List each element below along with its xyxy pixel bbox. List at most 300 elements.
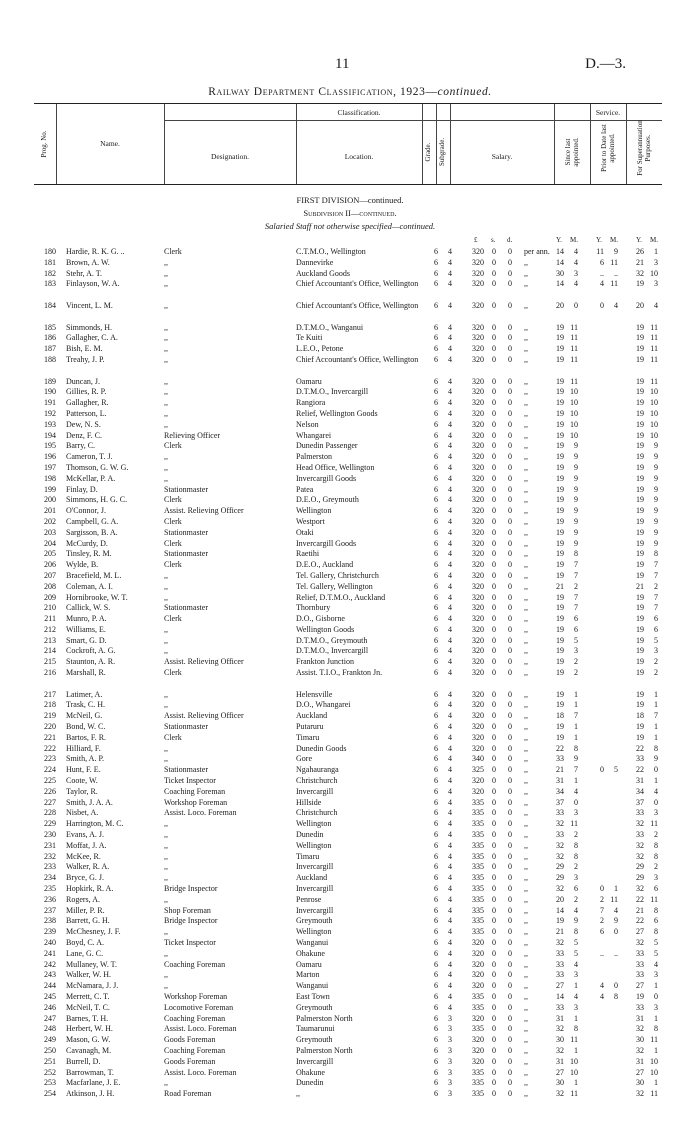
cell-super-years: 19: [636, 624, 644, 634]
cell-grade: 6: [434, 387, 438, 397]
cell-salary-pence: 0: [508, 711, 512, 721]
cell-name: Callick, W. S.: [66, 603, 111, 613]
cell-prog-no: 196: [44, 452, 56, 462]
cell-designation: ,,: [164, 862, 168, 872]
cell-prog-no: 211: [44, 614, 56, 624]
header-salary: Salary.: [491, 152, 513, 161]
cell-location: Invercargill: [296, 905, 334, 915]
cell-super-years: 32: [636, 268, 644, 278]
cell-name: Barnes, T. H.: [66, 1013, 109, 1023]
cell-prog-no: 198: [44, 473, 56, 483]
cell-super-months: 10: [650, 1056, 658, 1066]
cell-super-months: 9: [654, 516, 658, 526]
staff-heading: Salaried Staff not otherwise specified—continued.: [264, 221, 436, 231]
cell-since-last-years: 19: [556, 333, 564, 343]
cell-grade: 6: [434, 279, 438, 289]
cell-salary-shillings: 0: [492, 624, 496, 634]
cell-location: D.O., Whangarei: [296, 700, 351, 710]
cell-super-months: 1: [654, 981, 658, 991]
cell-name: Rogers, A.: [66, 894, 100, 904]
cell-designation: ,,: [164, 398, 168, 408]
cell-name: McCurdy, D.: [66, 538, 108, 548]
cell-prior-years: 4: [600, 279, 604, 289]
cell-salary-period: ,,: [524, 722, 528, 732]
cell-salary-period: ,,: [524, 862, 528, 872]
cell-salary-period: ,,: [524, 538, 528, 548]
cell-grade: 6: [434, 354, 438, 364]
cell-salary-pence: 0: [508, 333, 512, 343]
cell-designation: ,,: [164, 333, 168, 343]
page-title-continued: continued.: [437, 86, 492, 98]
cell-salary-pence: 0: [508, 776, 512, 786]
cell-super-months: 8: [654, 851, 658, 861]
cell-prog-no: 232: [44, 851, 56, 861]
subdivision-heading: Subdivision II—continued.: [303, 208, 397, 218]
cell-salary-pounds: 320: [472, 689, 484, 699]
cell-designation: Goods Foreman: [164, 1056, 216, 1066]
cell-since-last-months: 9: [574, 916, 578, 926]
cell-location: Palmerston North: [296, 1045, 353, 1055]
cell-since-last-years: 19: [556, 732, 564, 742]
cell-salary-pence: 0: [508, 462, 512, 472]
cell-grade: 6: [434, 441, 438, 451]
cell-super-years: 31: [636, 1056, 644, 1066]
cell-salary-shillings: 0: [492, 743, 496, 753]
cell-location: Wanganui: [296, 938, 329, 947]
cell-since-last-months: 3: [574, 873, 578, 883]
cell-name: Harrington, M. C.: [66, 819, 124, 829]
cell-location: Wellington: [296, 506, 332, 516]
cell-prog-no: 247: [44, 1013, 56, 1023]
cell-salary-pence: 0: [508, 495, 512, 505]
cell-salary-period: ,,: [524, 614, 528, 624]
cell-since-last-years: 19: [556, 354, 564, 364]
cell-salary-shillings: 0: [492, 495, 496, 505]
cell-salary-pence: 0: [508, 592, 512, 602]
table-header: [34, 103, 662, 185]
cell-super-months: 5: [654, 938, 658, 947]
cell-designation: Clerk: [164, 668, 182, 678]
unit-months-3: M.: [650, 236, 658, 244]
cell-since-last-months: 9: [574, 527, 578, 537]
cell-super-months: 11: [650, 333, 658, 343]
cell-location: ,,: [296, 1089, 300, 1099]
cell-salary-shillings: 0: [492, 635, 496, 645]
table-row: [34, 441, 674, 452]
cell-salary-period: ,,: [524, 830, 528, 840]
cell-super-years: 21: [636, 905, 644, 915]
table-row: [34, 625, 674, 636]
cell-grade: 6: [434, 905, 438, 915]
cell-subgrade: 4: [448, 268, 452, 278]
cell-salary-pence: 0: [508, 948, 512, 958]
cell-salary-pounds: 320: [472, 668, 484, 678]
cell-super-years: 33: [636, 970, 644, 980]
cell-subgrade: 4: [448, 743, 452, 753]
cell-name: Lane, G. C.: [66, 948, 104, 958]
cell-designation: ,,: [164, 873, 168, 883]
cell-super-years: 26: [636, 247, 644, 256]
cell-subgrade: 3: [448, 1045, 452, 1055]
cell-super-years: 33: [636, 948, 644, 958]
cell-super-years: 19: [636, 657, 644, 667]
table-row: [34, 355, 674, 377]
cell-prog-no: 220: [44, 722, 56, 732]
cell-subgrade: 4: [448, 430, 452, 440]
cell-subgrade: 4: [448, 927, 452, 937]
cell-super-months: 0: [654, 765, 658, 775]
cell-name: Finlay, D.: [66, 484, 98, 494]
cell-super-years: 32: [636, 884, 644, 894]
cell-salary-shillings: 0: [492, 689, 496, 699]
cell-salary-pence: 0: [508, 257, 512, 267]
cell-salary-period: ,,: [524, 549, 528, 559]
cell-grade: 6: [434, 959, 438, 969]
cell-super-months: 11: [650, 376, 658, 386]
cell-super-years: 32: [636, 840, 644, 850]
table-row: [34, 754, 674, 765]
cell-since-last-months: 2: [574, 894, 578, 904]
cell-since-last-months: 7: [574, 570, 578, 580]
cell-salary-period: ,,: [524, 1013, 528, 1023]
cell-grade: 6: [434, 1035, 438, 1045]
cell-salary-pence: 0: [508, 1045, 512, 1055]
cell-subgrade: 3: [448, 1013, 452, 1023]
cell-subgrade: 4: [448, 408, 452, 418]
cell-salary-period: ,,: [524, 851, 528, 861]
cell-location: Auckland Goods: [296, 268, 350, 278]
cell-salary-pence: 0: [508, 905, 512, 915]
cell-since-last-months: 8: [574, 840, 578, 850]
cell-subgrade: 4: [448, 516, 452, 526]
cell-super-years: 32: [636, 1045, 644, 1055]
cell-super-months: 1: [654, 776, 658, 786]
table-row: [34, 1003, 674, 1014]
cell-location: D.T.M.O., Invercargill: [296, 387, 369, 397]
cell-salary-pounds: 320: [472, 970, 484, 980]
table-row: [34, 1057, 674, 1068]
cell-salary-pence: 0: [508, 959, 512, 969]
cell-subgrade: 4: [448, 797, 452, 807]
cell-since-last-years: 21: [556, 927, 564, 937]
cell-prior-years: 4: [600, 981, 604, 991]
table-row: [34, 873, 674, 884]
cell-location: Chief Accountant's Office, Wellington: [296, 354, 419, 364]
cell-salary-shillings: 0: [492, 430, 496, 440]
cell-subgrade: 4: [448, 635, 452, 645]
cell-name: O'Connor, J.: [66, 506, 107, 516]
table-row: [34, 981, 674, 992]
cell-since-last-years: 14: [556, 279, 564, 289]
cell-grade: 6: [434, 786, 438, 796]
header-since-last: Since last appointed.: [564, 137, 580, 167]
cell-since-last-years: 32: [556, 1024, 564, 1034]
cell-location: Chief Accountant's Office, Wellington: [296, 300, 419, 310]
cell-designation: Clerk: [164, 538, 182, 548]
cell-salary-shillings: 0: [492, 527, 496, 537]
cell-name: Hornibrooke, W. T.: [66, 592, 128, 602]
unit-years-1: Y.: [556, 236, 562, 244]
table-row: [34, 1024, 674, 1035]
cell-since-last-months: 0: [574, 797, 578, 807]
cell-since-last-years: 19: [556, 462, 564, 472]
table-row: [34, 808, 674, 819]
cell-salary-shillings: 0: [492, 1035, 496, 1045]
cell-salary-period: ,,: [524, 473, 528, 483]
cell-salary-shillings: 0: [492, 991, 496, 1001]
cell-prog-no: 228: [44, 808, 56, 818]
cell-salary-pounds: 320: [472, 948, 484, 958]
cell-salary-shillings: 0: [492, 247, 496, 256]
cell-subgrade: 4: [448, 948, 452, 958]
cell-salary-pounds: 320: [472, 1056, 484, 1066]
cell-super-months: 11: [650, 819, 658, 829]
cell-salary-period: ,,: [524, 484, 528, 494]
cell-salary-pounds: 320: [472, 354, 484, 364]
cell-super-months: 8: [654, 905, 658, 915]
cell-super-months: 11: [650, 1035, 658, 1045]
table-row: [34, 549, 674, 560]
cell-super-months: 9: [654, 538, 658, 548]
cell-salary-shillings: 0: [492, 387, 496, 397]
cell-subgrade: 4: [448, 333, 452, 343]
cell-subgrade: 4: [448, 873, 452, 883]
cell-salary-period: ,,: [524, 441, 528, 451]
cell-salary-pence: 0: [508, 894, 512, 904]
cell-salary-pence: 0: [508, 614, 512, 624]
cell-salary-shillings: 0: [492, 614, 496, 624]
table-row: [34, 646, 674, 657]
cell-grade: 6: [434, 527, 438, 537]
header-subgrade: Subgrade.: [438, 137, 446, 167]
cell-name: Burrell, D.: [66, 1056, 101, 1066]
cell-salary-shillings: 0: [492, 786, 496, 796]
cell-super-years: 32: [636, 851, 644, 861]
cell-since-last-months: 2: [574, 862, 578, 872]
cell-grade: 6: [434, 1056, 438, 1066]
cell-grade: 6: [434, 668, 438, 678]
cell-designation: ,,: [164, 830, 168, 840]
cell-salary-pence: 0: [508, 376, 512, 386]
cell-salary-pounds: 320: [472, 657, 484, 667]
cell-prog-no: 195: [44, 441, 56, 451]
cell-location: Taumarunui: [296, 1024, 335, 1034]
header-name: Name.: [100, 139, 120, 148]
cell-salary-pence: 0: [508, 830, 512, 840]
cell-designation: ,,: [164, 592, 168, 602]
cell-since-last-years: 19: [556, 603, 564, 613]
cell-prog-no: 243: [44, 970, 56, 980]
cell-super-years: 20: [636, 300, 644, 310]
cell-location: Oamaru: [296, 376, 322, 386]
cell-subgrade: 4: [448, 991, 452, 1001]
cell-salary-period: ,,: [524, 948, 528, 958]
cell-since-last-months: 4: [574, 905, 578, 915]
cell-grade: 6: [434, 624, 438, 634]
cell-since-last-years: 19: [556, 635, 564, 645]
cell-since-last-years: 14: [556, 905, 564, 915]
cell-subgrade: 4: [448, 376, 452, 386]
cell-salary-pence: 0: [508, 603, 512, 613]
table-row: [34, 1014, 674, 1025]
cell-location: Dannevirke: [296, 257, 334, 267]
unit-months-1: M.: [570, 236, 578, 244]
table-row: [34, 1046, 674, 1057]
cell-prog-no: 231: [44, 840, 56, 850]
cell-super-months: 7: [654, 570, 658, 580]
cell-super-months: 8: [654, 549, 658, 559]
table-row: [34, 862, 674, 873]
cell-since-last-months: 9: [574, 516, 578, 526]
cell-salary-pounds: 320: [472, 452, 484, 462]
cell-salary-shillings: 0: [492, 1002, 496, 1012]
cell-name: Coleman, A. I.: [66, 581, 113, 591]
header-designation: Designation.: [210, 152, 250, 161]
cell-grade: 6: [434, 408, 438, 418]
cell-grade: 6: [434, 268, 438, 278]
cell-salary-shillings: 0: [492, 646, 496, 656]
cell-designation: Stationmaster: [164, 722, 208, 732]
cell-prior-months: ..: [614, 268, 618, 278]
cell-salary-shillings: 0: [492, 905, 496, 915]
cell-salary-shillings: 0: [492, 581, 496, 591]
cell-salary-pence: 0: [508, 981, 512, 991]
cell-salary-shillings: 0: [492, 722, 496, 732]
cell-super-years: 19: [636, 689, 644, 699]
cell-super-years: 19: [636, 462, 644, 472]
table-row: [34, 1078, 674, 1089]
cell-designation: Assist. Relieving Officer: [164, 506, 244, 516]
cell-salary-pounds: 335: [472, 873, 484, 883]
cell-since-last-months: 10: [570, 1056, 578, 1066]
cell-designation: Goods Foreman: [164, 1035, 216, 1045]
cell-grade: 6: [434, 765, 438, 775]
cell-salary-period: ,,: [524, 840, 528, 850]
cell-salary-pence: 0: [508, 819, 512, 829]
cell-salary-pence: 0: [508, 419, 512, 429]
cell-salary-pence: 0: [508, 560, 512, 570]
cell-subgrade: 4: [448, 441, 452, 451]
cell-grade: 6: [434, 851, 438, 861]
cell-designation: Stationmaster: [164, 484, 208, 494]
cell-location: Relief, D.T.M.O., Auckland: [296, 592, 386, 602]
cell-designation: Coaching Foreman: [164, 786, 226, 796]
cell-location: Patea: [296, 484, 314, 494]
cell-salary-pence: 0: [508, 916, 512, 926]
cell-location: D.E.O., Greymouth: [296, 495, 359, 505]
cell-since-last-months: 1: [574, 776, 578, 786]
cell-since-last-months: 8: [574, 927, 578, 937]
table-row: [34, 431, 674, 442]
cell-grade: 6: [434, 506, 438, 516]
cell-salary-pounds: 335: [472, 840, 484, 850]
cell-super-years: 19: [636, 484, 644, 494]
header-location: Location.: [344, 152, 374, 161]
cell-salary-pounds: 335: [472, 797, 484, 807]
cell-salary-pounds: 335: [472, 1078, 484, 1088]
cell-prior-months: 8: [614, 991, 618, 1001]
cell-name: Stehr, A. T.: [66, 268, 103, 278]
table-row: [34, 539, 674, 550]
cell-salary-shillings: 0: [492, 873, 496, 883]
cell-super-years: 19: [636, 495, 644, 505]
cell-salary-pence: 0: [508, 344, 512, 354]
cell-super-months: 1: [654, 689, 658, 699]
cell-location: Wellington: [296, 819, 332, 829]
cell-since-last-years: 20: [556, 894, 564, 904]
cell-name: Williams, E.: [66, 624, 106, 634]
cell-salary-shillings: 0: [492, 894, 496, 904]
cell-salary-shillings: 0: [492, 419, 496, 429]
cell-designation: Bridge Inspector: [164, 916, 218, 926]
cell-super-months: 9: [654, 754, 658, 764]
table-row: [34, 452, 674, 463]
cell-super-months: 7: [654, 592, 658, 602]
cell-salary-shillings: 0: [492, 981, 496, 991]
header-classification: Classification.: [337, 108, 381, 117]
table-row: [34, 744, 674, 755]
cell-super-years: 37: [636, 797, 644, 807]
cell-super-years: 19: [636, 408, 644, 418]
cell-since-last-years: 19: [556, 700, 564, 710]
cell-salary-period: ,,: [524, 1024, 528, 1034]
cell-location: Dunedin Passenger: [296, 441, 358, 451]
table-row: [34, 517, 674, 528]
cell-prog-no: 212: [44, 624, 56, 634]
cell-designation: ,,: [164, 927, 168, 937]
cell-since-last-months: 2: [574, 581, 578, 591]
table-row: [34, 1089, 674, 1100]
cell-super-months: 10: [650, 387, 658, 397]
cell-salary-shillings: 0: [492, 268, 496, 278]
cell-name: Campbell, G. A.: [66, 516, 119, 526]
cell-since-last-months: 7: [574, 603, 578, 613]
cell-salary-shillings: 0: [492, 570, 496, 580]
cell-salary-period: ,,: [524, 1035, 528, 1045]
cell-super-months: 1: [654, 732, 658, 742]
cell-since-last-years: 19: [556, 570, 564, 580]
cell-since-last-years: 19: [556, 473, 564, 483]
cell-super-months: 1: [654, 700, 658, 710]
cell-super-months: 0: [654, 797, 658, 807]
cell-super-years: 19: [636, 398, 644, 408]
cell-grade: 6: [434, 1045, 438, 1055]
cell-subgrade: 4: [448, 862, 452, 872]
cell-grade: 6: [434, 700, 438, 710]
cell-designation: Bridge Inspector: [164, 884, 218, 894]
table-row: [34, 668, 674, 690]
cell-since-last-years: 21: [556, 581, 564, 591]
cell-since-last-months: 9: [574, 462, 578, 472]
cell-prog-no: 194: [44, 430, 56, 440]
cell-location: East Town: [296, 991, 330, 1001]
cell-location: Westport: [296, 516, 325, 526]
cell-location: Palmerston North: [296, 1013, 353, 1023]
cell-salary-pence: 0: [508, 473, 512, 483]
cell-name: Dew, N. S.: [66, 419, 101, 429]
cell-location: L.E.O., Petone: [296, 344, 344, 354]
cell-prog-no: 221: [44, 732, 56, 742]
cell-location: Te Kuiti: [296, 333, 323, 343]
cell-grade: 6: [434, 581, 438, 591]
cell-salary-period: ,,: [524, 808, 528, 818]
cell-salary-shillings: 0: [492, 398, 496, 408]
cell-prog-no: 214: [44, 646, 56, 656]
cell-name: Hardie, R. K. G. ..: [66, 247, 125, 256]
cell-subgrade: 4: [448, 322, 452, 332]
cell-name: Simmons, H. G. C.: [66, 495, 128, 505]
cell-super-years: 19: [636, 527, 644, 537]
